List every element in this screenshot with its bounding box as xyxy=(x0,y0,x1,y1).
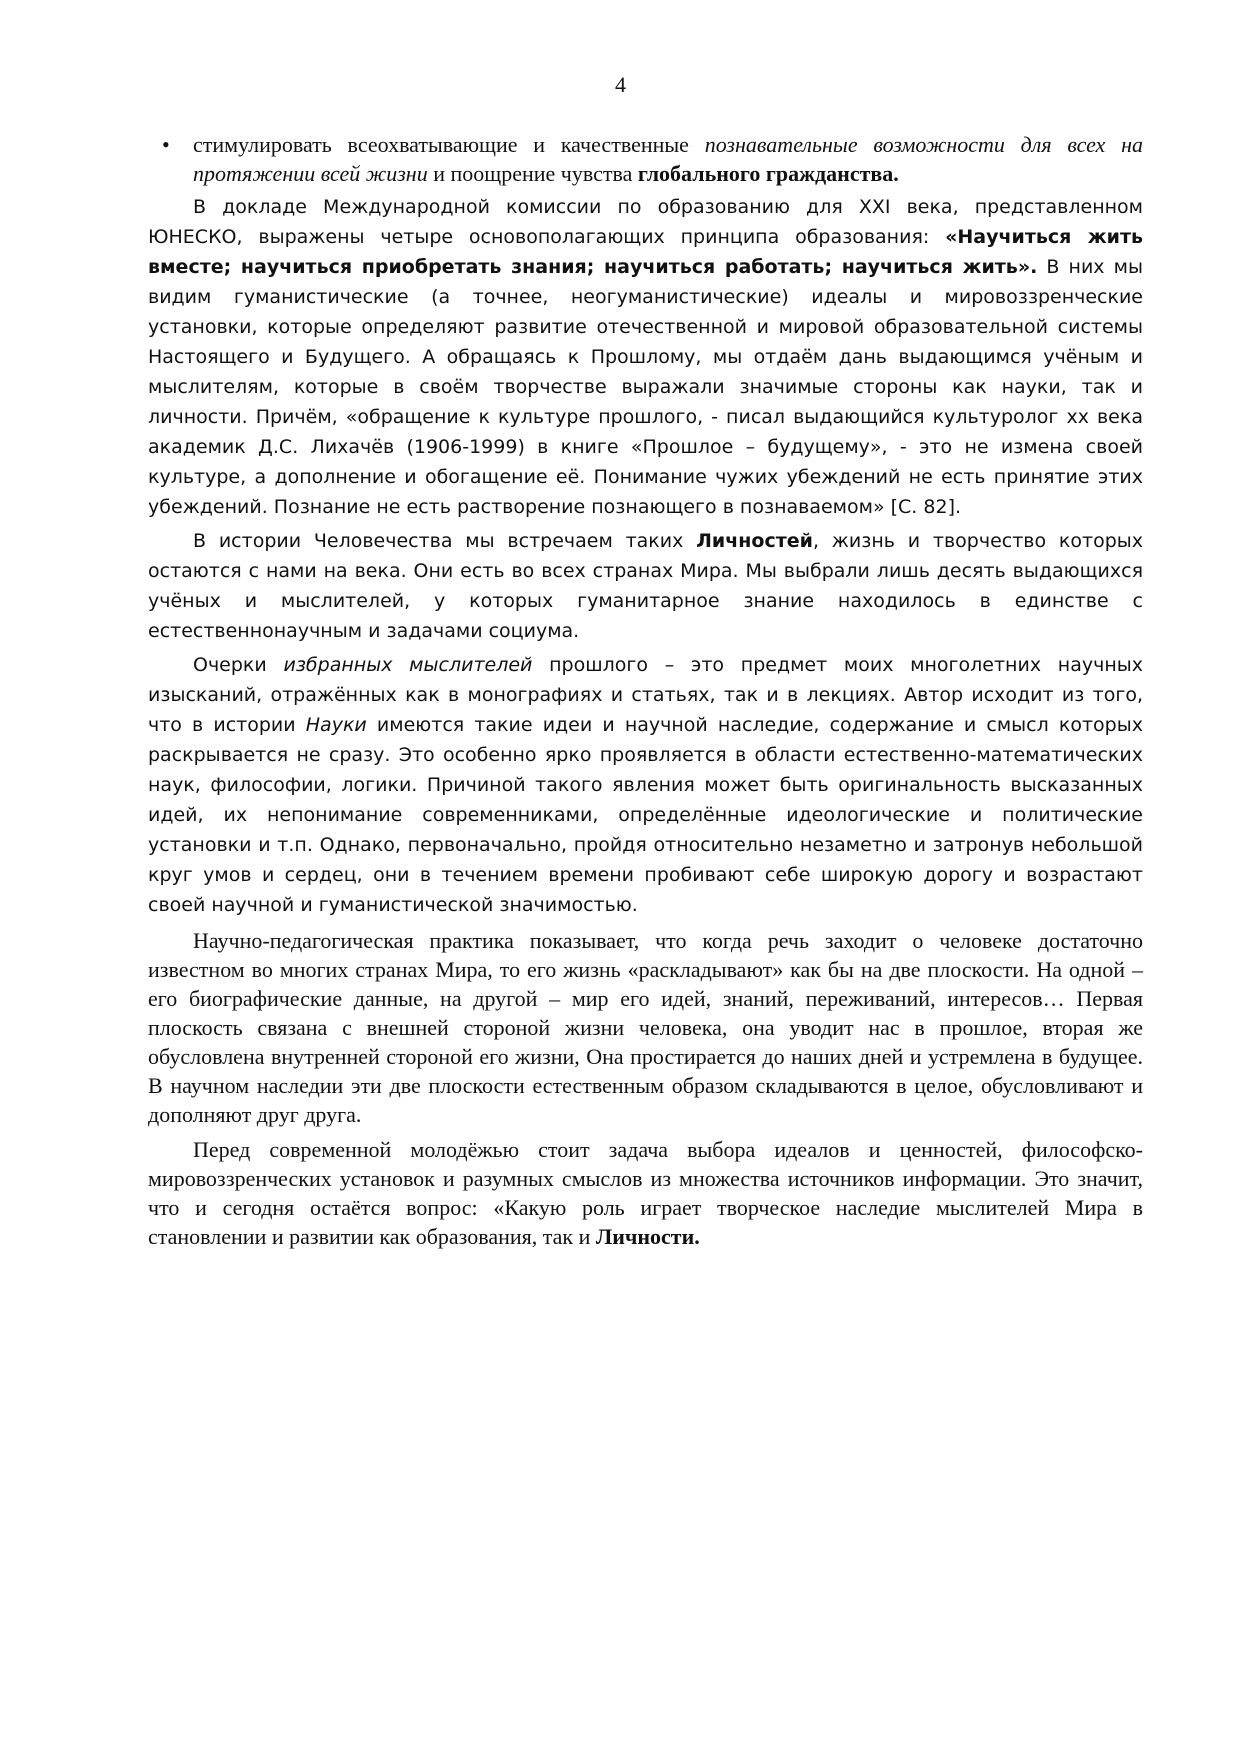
paragraph-text-2: , жизнь и творчество которых остаются с нами на века. Они есть во всех странах Мира. Мы выбрали лишь десять выдающихся учёных и мыслителей, у которых гуманитарное знание находилось в единстве с естественнонаучным и задачами социума. xyxy=(148,530,1144,642)
paragraph-text: В истории Человечества мы встречаем таких xyxy=(193,530,697,552)
bullet-bold-text: глобального гражданства. xyxy=(637,161,899,186)
paragraph-youth xyxy=(148,1135,1143,1251)
paragraph-bold-word: Личностей xyxy=(696,530,813,552)
paragraph-text-3: имеются такие идеи и научной наследие, содержание и смысл которых раскрывается не сразу. Это особенно ярко проявляется в области естественно-математических наук, философии, логики. Причиной такого явления может быть оригинальность высказанных идей, их непонимание современниками, определённые идеологические и политические установки и т.п. Однако, первоначально, пройдя относительно незаметно и затронув небольшой круг умов и сердец, они в течением времени пробивают себе широкую дорогу и возрастают своей научной и гуманистической значимостью. xyxy=(148,714,1143,916)
bullet-icon: • xyxy=(162,132,170,157)
paragraph-practice xyxy=(148,926,1143,1129)
paragraph-text-2: В них мы видим гуманистические (а точнее, неогуманистические) идеалы и мировоззренческие установки, которые определяют развитие отечественной и мировой образовательной системы Настоящего и Будущего. А обращаясь к Прошлому, мы отдаём дань выдающимся учёным и мыслителям, которые в своём творчестве выражали значимые стороны как науки, так и личности. Причём, «обращение к культуре прошлого, - писал выдающийся культуролог хх века академик Д.С. Лихачёв (1906-1999) в книге «Прошлое – будущему», - это не измена своей культуре, а дополнение и обогащение её. Понимание чужих убеждений не есть принятие этих убеждений. Познание не есть растворение познающего в познаваемом» [С. 82]. xyxy=(148,256,1143,518)
page-number: 4 xyxy=(615,72,626,97)
paragraph-personalities xyxy=(148,526,1143,646)
bullet-italic-text: познавательные возможности для всех на протяжении всей жизни xyxy=(193,132,1143,186)
paragraph-italic-phrase: избранных мыслителей xyxy=(283,654,533,676)
bullet-text-2: и поощрение чувства xyxy=(427,161,638,186)
paragraph-unesco-report xyxy=(148,192,1143,522)
paragraph-bold-quote: «Научиться жить вместе; научиться приобретать знания; научиться работать; научиться жить». xyxy=(148,226,1144,278)
paragraph-essays xyxy=(148,650,1143,920)
paragraph-text: Очерки xyxy=(193,654,284,676)
bullet-text: стимулировать всеохватывающие и качественные xyxy=(193,132,705,157)
paragraph-bold-word: Личности. xyxy=(595,1224,700,1249)
paragraph-italic-word: Науки xyxy=(305,714,367,736)
paragraph-text: Научно-педагогическая практика показывает, что когда речь заходит о человеке достаточно известном во многих странах Мира, то его жизнь «раскладывают» как бы на две плоскости. На одной – его биографические данные, на другой – мир его идей, знаний, переживаний, интересов… Первая плоскость связана с внешней стороной жизни человека, она уводит нас в прошлое, вторая же обусловлена внутренней стороной его жизни, Она простирается до наших дней и устремлена в будущее. В научном наследии эти две плоскости естественным образом складываются в целое, обусловливают и дополняют друг друга. xyxy=(148,928,1143,1127)
paragraph-text: В докладе Международной комиссии по образованию для XXI века, представленном ЮНЕСКО, выражены четыре основополагающих принципа образования: xyxy=(148,196,1143,248)
paragraph-text-2: прошлого – это предмет моих многолетних научных изысканий, отражённых как в монографиях и статьях, так и в лекциях. Автор исходит из того, что в истории xyxy=(148,654,1144,736)
paragraph-text: Перед современной молодёжью стоит задача выбора идеалов и ценностей, философско-мировоззренческих установок и разумных смыслов из множества источников информации. Это значит, что и сегодня остаётся вопрос: «Какую роль играет творческое наследие мыслителей Мира в становлении и развитии как образования, так и xyxy=(148,1137,1143,1249)
bullet-item xyxy=(148,130,1143,188)
page-body xyxy=(148,130,1143,1251)
